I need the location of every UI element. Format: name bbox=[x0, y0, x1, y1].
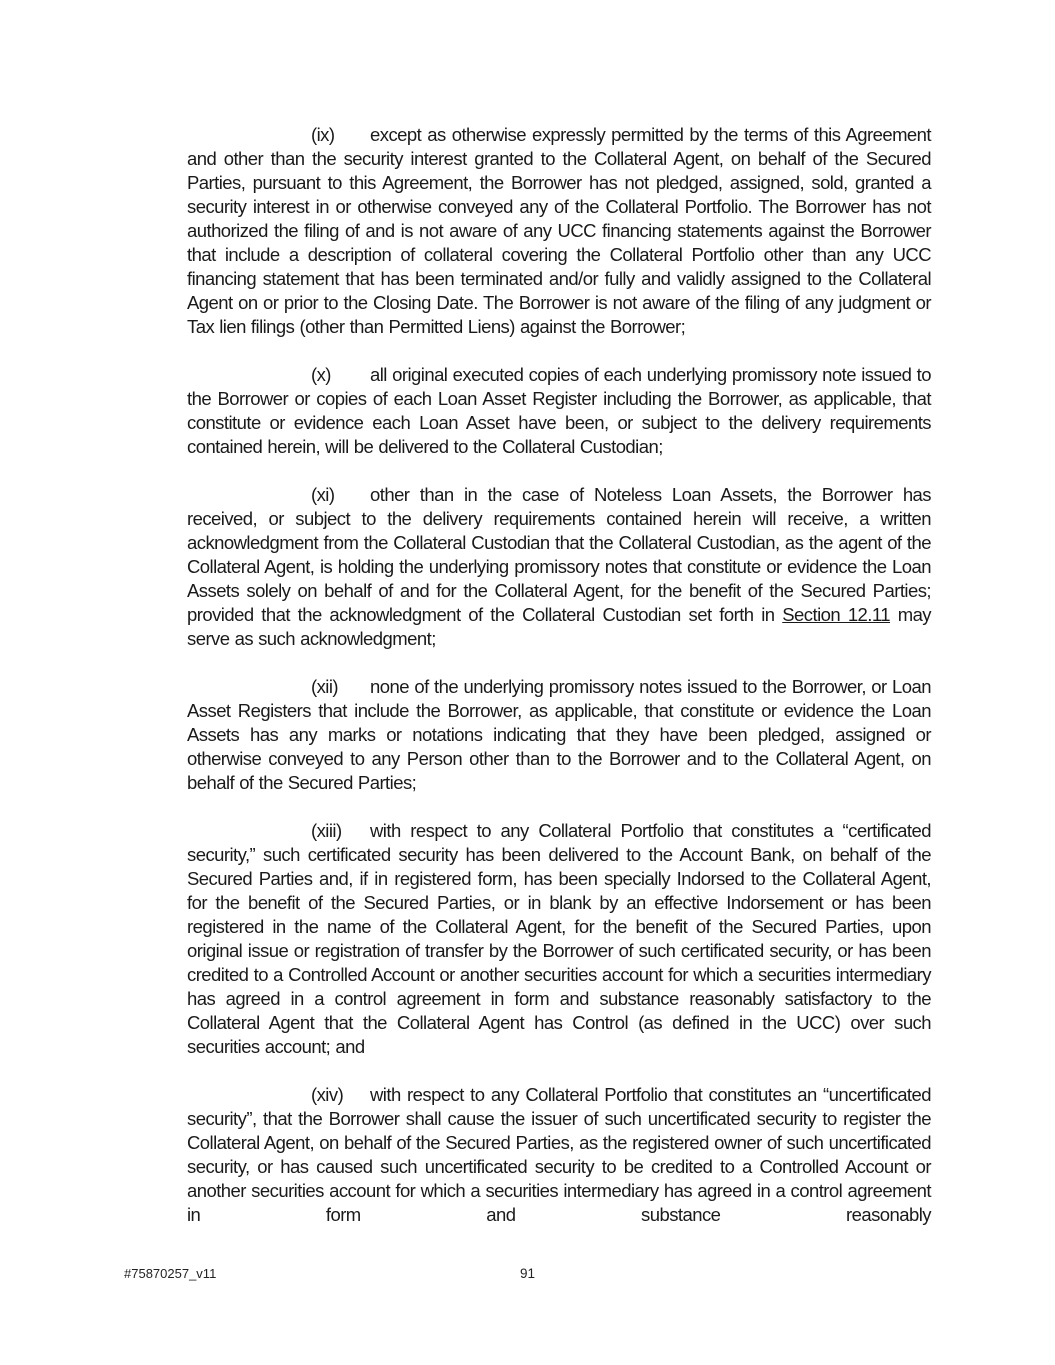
clause-x bbox=[187, 363, 931, 459]
clause-text-end: may serve as such acknowledgment; bbox=[187, 604, 932, 649]
clause-marker: (xiv) bbox=[311, 1084, 344, 1105]
clause-xii bbox=[187, 675, 931, 795]
clause-marker: (xi) bbox=[311, 484, 335, 505]
page-number: 91 bbox=[520, 1266, 536, 1281]
clause-text: other than in the case of Noteless Loan Assets, the Borrower has received, or subject to the delivery requirements contained herein will receive, a written acknowledgment from the Collateral Custodian that the Collateral Custodian, as the agent of the Collateral Agent, is holding the underlying promissory notes that constitute or evidence the Loan Assets solely on behalf of and for the Collateral Agent, for the benefit of the Secured Parties; provided that the acknowledgment of the Collateral Custodian set forth in bbox=[187, 484, 931, 625]
clause-marker: (x) bbox=[311, 364, 331, 385]
clause-xiv bbox=[187, 1083, 931, 1227]
document-id: #75870257_v11 bbox=[124, 1266, 217, 1281]
clause-text: none of the underlying promissory notes issued to the Borrower, or Loan Asset Registers that include the Borrower, as applicable, that constitute or evidence the Loan Assets has any marks or notations indicating that they have been pledged, assigned or otherwise conveyed to any Person other than to the Borrower and to the Collateral Agent, on behalf of the Secured Parties; bbox=[187, 676, 931, 793]
clause-ix bbox=[187, 123, 931, 339]
clause-marker: (ix) bbox=[311, 124, 335, 145]
document-body bbox=[187, 123, 931, 1251]
clause-xi bbox=[187, 483, 931, 651]
section-reference-link[interactable]: Section 12.11 bbox=[782, 604, 890, 625]
clause-text: with respect to any Collateral Portfolio that constitutes a “certificated security,” such certificated security has been delivered to the Account Bank, on behalf of the Secured Parties and, if in registered form, has been specially Indorsed to the Collateral Agent, for the benefit of the Secured Parties, or in blank by an effective Indorsement or has been registered in the name of the Collateral Agent, for the benefit of the Secured Parties, upon original issue or registration of transfer by the Borrower of such certificated security, or has been credited to a Controlled Account or another securities account for which a securities intermediary has agreed in a control agreement in form and substance reasonably satisfactory to the Collateral Agent that the Collateral Agent has Control (as defined in the UCC) over such securities account; and bbox=[187, 820, 931, 1057]
clause-marker: (xii) bbox=[311, 676, 339, 697]
clause-text: all original executed copies of each underlying promissory note issued to the Borrower or copies of each Loan Asset Register including the Borrower, as applicable, that constitute or evidence each Loan Asset have been, or subject to the delivery requirements contained herein, will be delivered to the Collateral Custodian; bbox=[187, 364, 931, 457]
clause-marker: (xiii) bbox=[311, 820, 342, 841]
clause-text: with respect to any Collateral Portfolio that constitutes an “uncertificated security”, that the Borrower shall cause the issuer of such uncertificated security to register the Collateral Agent, on behalf of the Secured Parties, as the registered owner of such uncertificated security, or has caused such uncertificated security to be credited to a Controlled Account or another securities account for which a securities intermediary has agreed in a control agreement in form and substance reasonably bbox=[187, 1084, 931, 1225]
clause-xiii bbox=[187, 819, 931, 1059]
clause-text: except as otherwise expressly permitted by the terms of this Agreement and other than the security interest granted to the Collateral Agent, on behalf of the Secured Parties, pursuant to this Agreement, the Borrower has not pledged, assigned, sold, granted a security interest in or otherwise conveyed any of the Collateral Portfolio. The Borrower has not authorized the filing of and is not aware of any UCC financing statements against the Borrower that include a description of collateral covering the Collateral Portfolio other than any UCC financing statement that has been terminated and/or fully and validly assigned to the Collateral Agent on or prior to the Closing Date. The Borrower is not aware of the filing of any judgment or Tax lien filings (other than Permitted Liens) against the Borrower; bbox=[187, 124, 931, 337]
